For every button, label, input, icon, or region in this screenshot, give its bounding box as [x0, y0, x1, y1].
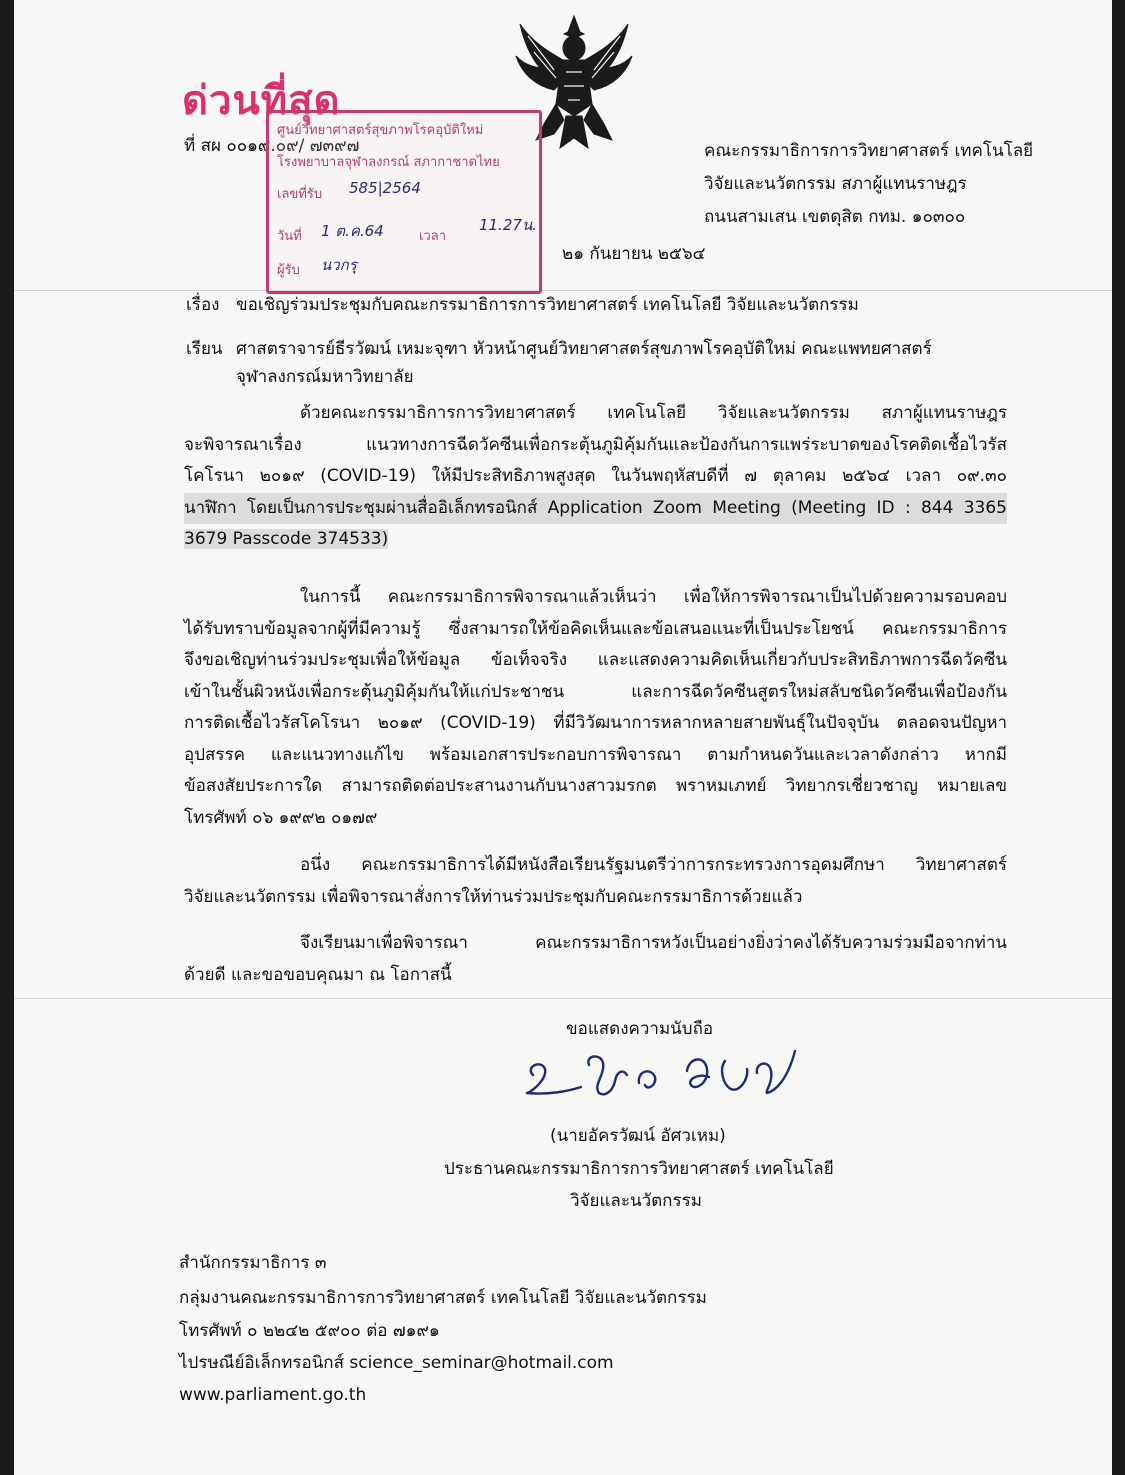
footer-phone: โทรศัพท์ ๐ ๒๒๔๒ ๕๙๐๐ ต่อ ๗๑๙๑ [179, 1321, 440, 1341]
receipt-stamp [266, 110, 542, 294]
paragraph-line: ในการนี้ คณะกรรมาธิการพิจารณาแล้วเห็นว่า เพื่อให้การพิจารณาเป็นไปด้วยความรอบคอบ [300, 587, 1007, 607]
stamp-time-label: เวลา [419, 229, 447, 244]
paragraph-line: การติดเชื้อไวรัสโคโรนา ๒๐๑๙ (COVID-19) ที่มีวิวัฒนาการหลากหลายสายพันธุ์ในปัจจุบัน ตลอดจนปัญหา [184, 713, 1007, 733]
stamp-time-value: 11.27น. [479, 216, 537, 234]
body-paragraph-2 [184, 582, 1007, 834]
signature-image [519, 1035, 809, 1105]
paragraph-line: ด้วยคณะกรรมาธิการการวิทยาศาสตร์ เทคโนโลยี วิจัยและนวัตกรรม สภาผู้แทนราษฎร [300, 403, 1007, 423]
paragraph-line: ด้วยดี และขอขอบคุณมา ณ โอกาสนี้ [184, 964, 452, 985]
meeting-passcode: 3679 Passcode 374533) [184, 529, 389, 549]
paragraph-line [184, 524, 1007, 556]
urgency-label: ด่วนที่สุด [182, 78, 341, 124]
paragraph-line: โคโรนา ๒๐๑๙ (COVID-19) ให้มีประสิทธิภาพสูงสุด ในวันพฤหัสบดีที่ ๗ ตุลาคม ๒๕๖๔ เวลา ๐๙.๓๐ [184, 466, 1007, 486]
stamp-org-line1: ศูนย์วิทยาศาสตร์สุขภาพโรคอุบัติใหม่ [277, 123, 484, 138]
paragraph-line: นาฬิกา โดยเป็นการประชุมผ่านสื่ออิเล็กทรอนิกส์ Application Zoom Meeting (Meeting ID : 844 3365 [184, 493, 1007, 525]
stamp-org-line2: โรงพยาบาลจุฬาลงกรณ์ สภากาชาดไทย [277, 155, 500, 170]
paragraph-line: อุปสรรค และแนวทางแก้ไข พร้อมเอกสารประกอบการพิจารณา ตามกำหนดวันและเวลาดังกล่าว หากมี [184, 744, 1007, 765]
paragraph-line: อนึ่ง คณะกรรมาธิการได้มีหนังสือเรียนรัฐมนตรีว่าการกระทรวงการอุดมศึกษา วิทยาศาสตร์ [300, 855, 1007, 875]
subject-label: เรื่อง [186, 295, 220, 315]
body-paragraph-3 [184, 850, 1007, 913]
paragraph-line: ได้รับทราบข้อมูลจากผู้ที่มีความรู้ ซึ่งสามารถให้ข้อคิดเห็นและข้อเสนอแนะที่เป็นประโยชน์ คณะกรรมาธิการ [184, 618, 1007, 639]
signatory-name: (นายอัครวัฒน์ อัศวเหม) [550, 1126, 726, 1146]
stamp-date-label: วันที่ [277, 229, 302, 244]
sender-address-line1: คณะกรรมาธิการการวิทยาศาสตร์ เทคโนโลยี [704, 141, 1034, 161]
sender-address-line3: ถนนสามเสน เขตดุสิต กทม. ๑๐๓๐๐ [704, 207, 966, 227]
paragraph-line: ข้อสงสัยประการใด สามารถติดต่อประสานงานกับนางสาวมรกต พราหมเภทย์ วิทยากรเชี่ยวชาญ หมายเลข [184, 776, 1007, 796]
signatory-title-line1: ประธานคณะกรรมาธิการการวิทยาศาสตร์ เทคโนโลยี [444, 1159, 834, 1179]
body-paragraph-1 [184, 398, 1007, 556]
footer-office: สำนักกรรมาธิการ ๓ [179, 1253, 327, 1273]
recipient-line1: ศาสตราจารย์ธีรวัฒน์ เหมะจุฑา หัวหน้าศูนย์วิทยาศาสตร์สุขภาพโรคอุบัติใหม่ คณะแพทยศาสตร์ [236, 339, 932, 359]
paragraph-line: จึงขอเชิญท่านร่วมประชุมเพื่อให้ข้อมูล ข้อเท็จจริง และแสดงความคิดเห็นเกี่ยวกับประสิทธิภาพการฉีดวัคซีน [184, 650, 1007, 670]
signatory-title-line2: วิจัยและนวัตกรรม [570, 1191, 702, 1211]
footer-group: กลุ่มงานคณะกรรมาธิการการวิทยาศาสตร์ เทคโนโลยี วิจัยและนวัตกรรม [179, 1288, 707, 1308]
letter-date: ๒๑ กันยายน ๒๕๖๔ [562, 244, 706, 264]
closing-phrase: ขอแสดงความนับถือ [566, 1019, 714, 1039]
sender-address-line2: วิจัยและนวัตกรรม สภาผู้แทนราษฎร [704, 174, 967, 194]
footer-website: www.parliament.go.th [179, 1385, 367, 1405]
stamp-received-number: 585|2564 [349, 179, 421, 197]
paragraph-line: จึงเรียนมาเพื่อพิจารณา คณะกรรมาธิการหวังเป็นอย่างยิ่งว่าคงได้รับความร่วมมือจากท่าน [300, 933, 1007, 953]
stamp-date-value: 1 ต.ค.64 [321, 222, 384, 240]
paragraph-line: โทรศัพท์ ๐๖ ๑๙๙๒ ๐๑๗๙ [184, 807, 378, 828]
subject-text: ขอเชิญร่วมประชุมกับคณะกรรมาธิการการวิทยาศาสตร์ เทคโนโลยี วิจัยและนวัตกรรม [236, 295, 859, 315]
fold-line [14, 290, 1112, 291]
recipient-label: เรียน [186, 339, 223, 359]
stamp-received-label: เลขที่รับ [277, 187, 323, 202]
paragraph-line: จะพิจารณาเรื่อง แนวทางการฉีดวัคซีนเพื่อกระตุ้นภูมิคุ้มกันและป้องกันการแพร่ระบาดของโรคติดเชื้อไวรัส [184, 434, 1007, 455]
body-paragraph-4 [184, 928, 1007, 991]
paragraph-line: วิจัยและนวัตกรรม เพื่อพิจารณาสั่งการให้ท่านร่วมประชุมกับคณะกรรมาธิการด้วยแล้ว [184, 886, 803, 907]
paragraph-line: เข้าในชั้นผิวหนังเพื่อกระตุ้นภูมิคุ้มกันให้แก่ประชาชน และการฉีดวัคซีนสูตรใหม่สลับชนิดวัคซีนเพื่อป้องกัน [184, 681, 1007, 702]
document-number: ที่ สผ ๐๐๑๙.๐๙/ ๗๓๙๗ [184, 136, 360, 156]
stamp-receiver-label: ผู้รับ [277, 263, 300, 278]
recipient-line2: จุฬาลงกรณ์มหาวิทยาลัย [236, 367, 414, 387]
fold-line [14, 998, 1112, 999]
footer-email: ไปรษณีย์อิเล็กทรอนิกส์ science_seminar@hotmail.com [179, 1353, 614, 1373]
letter-page [14, 0, 1112, 1475]
stamp-receiver-value: นวกรุ [321, 256, 357, 274]
